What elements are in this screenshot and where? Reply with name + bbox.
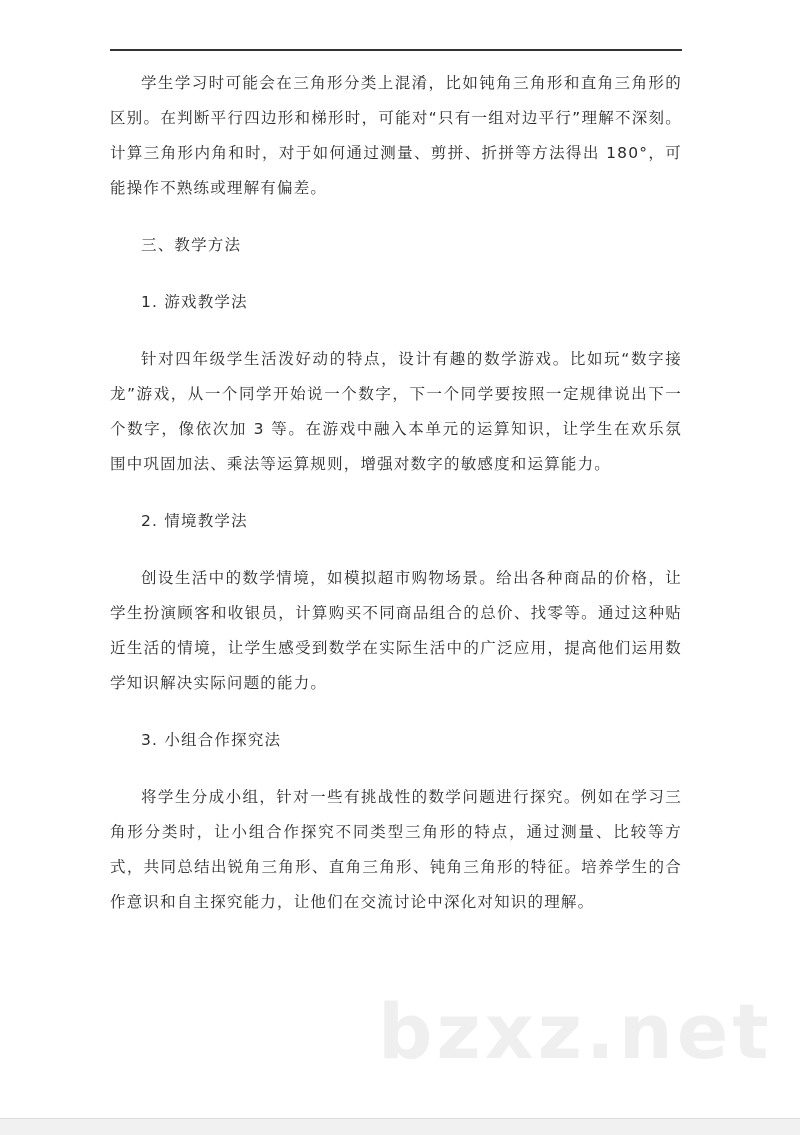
watermark-logo: bzxz.net: [378, 987, 773, 1076]
paragraph-group-method: 将学生分成小组，针对一些有挑战性的数学问题进行探究。例如在学习三角形分类时，让小组合作探究不同类型三角形的特点，通过测量、比较等方式，共同总结出锐角三角形、直角三角形、钝角三角形的特征。培养学生的合作意识和自主探究能力，让他们在交流讨论中深化对知识的理解。: [110, 788, 682, 911]
header-rule: [110, 49, 682, 51]
subheading-situation-method: 2. 情境教学法: [141, 512, 248, 530]
subheading-group-method: 3. 小组合作探究法: [141, 731, 282, 749]
section-heading-teaching-methods: 三、教学方法: [141, 236, 242, 254]
paragraph-game-method: 针对四年级学生活泼好动的特点，设计有趣的数学游戏。比如玩“数字接龙”游戏，从一个同学开始说一个数字，下一个同学要按照一定规律说出下一个数字，像依次加 3 等。在游戏中融入本单元的运算知识，让学生在欢乐氛围中巩固加法、乘法等运算规则，增强对数字的敏感度和运算能力。: [110, 350, 682, 473]
paragraph-misconceptions: 学生学习时可能会在三角形分类上混淆，比如钝角三角形和直角三角形的区别。在判断平行四边形和梯形时，可能对“只有一组对边平行”理解不深刻。计算三角形内角和时，对于如何通过测量、剪拼、折拼等方法得出 180°，可能操作不熟练或理解有偏差。: [110, 74, 682, 197]
page-content: [110, 66, 682, 920]
subheading-game-method: 1. 游戏教学法: [141, 293, 248, 311]
paragraph-situation-method: 创设生活中的数学情境，如模拟超市购物场景。给出各种商品的价格，让学生扮演顾客和收银员，计算购买不同商品组合的总价、找零等。通过这种贴近生活的情境，让学生感受到数学在实际生活中的广泛应用，提高他们运用数学知识解决实际问题的能力。: [110, 569, 682, 692]
viewer-bottom-bar: [0, 1118, 800, 1135]
